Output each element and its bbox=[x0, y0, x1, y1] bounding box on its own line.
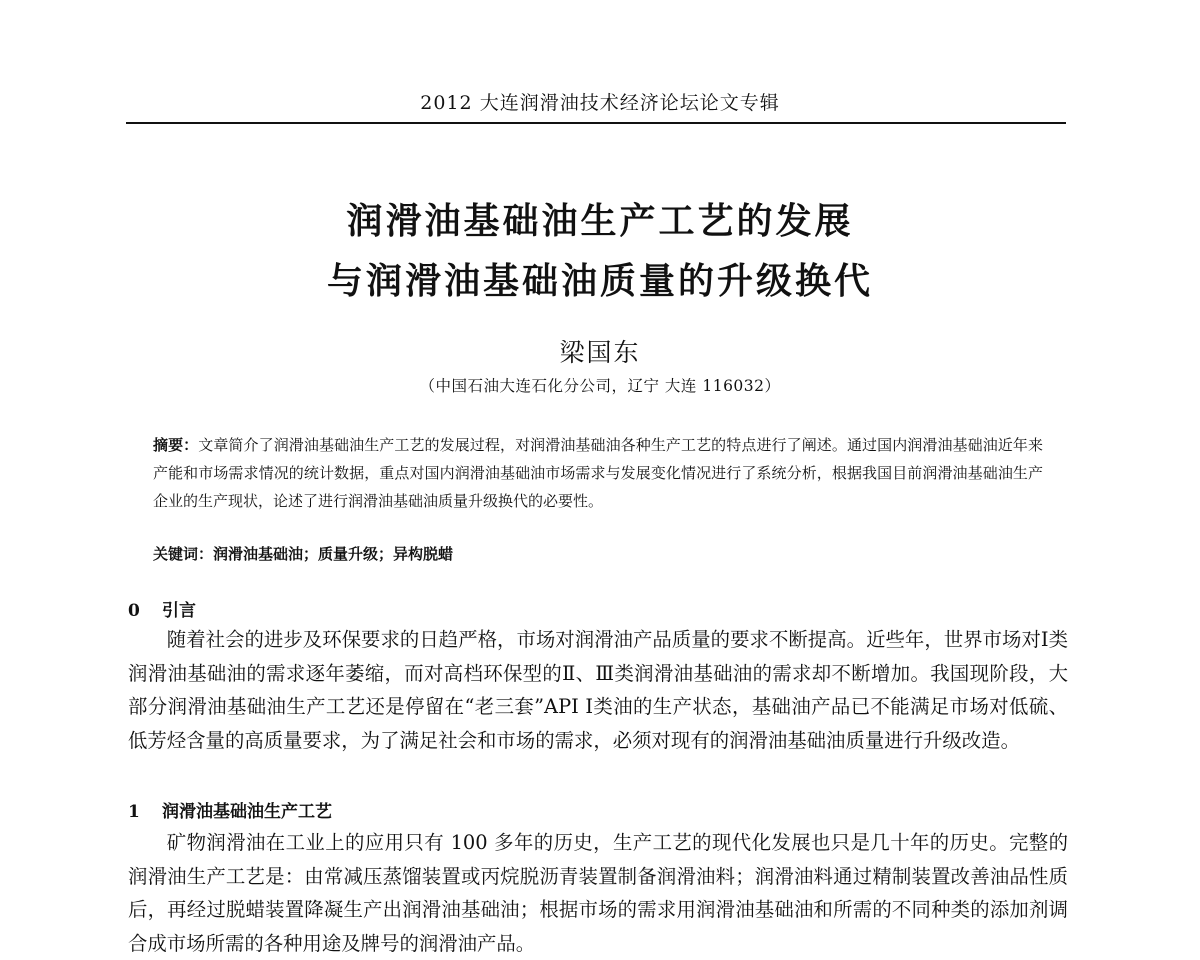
keywords-label: 关键词： bbox=[153, 545, 214, 563]
article-title-line-1: 润滑油基础油生产工艺的发展 bbox=[346, 201, 854, 242]
section-heading-introduction bbox=[128, 596, 196, 621]
section-heading-production-process bbox=[128, 797, 332, 822]
abstract-label: 摘要： bbox=[153, 436, 199, 454]
header-divider bbox=[126, 122, 1066, 124]
section-title: 润滑油基础油生产工艺 bbox=[162, 802, 332, 822]
running-header: 2012 大连润滑油技术经济论坛论文专辑 bbox=[420, 92, 780, 114]
author-affiliation: （中国石油大连石化分公司，辽宁 大连 116032） bbox=[419, 377, 781, 395]
keywords bbox=[153, 543, 1043, 564]
section-number: 1 bbox=[128, 802, 140, 822]
section-title: 引言 bbox=[162, 601, 196, 621]
section-body-introduction: 随着社会的进步及环保要求的日趋严格，市场对润滑油产品质量的要求不断提高。近些年，世界市场对Ⅰ类润滑油基础油的需求逐年萎缩，而对高档环保型的Ⅱ、Ⅲ类润滑油基础油的需求却不断增加。我国现阶段，大部分润滑油基础油生产工艺还是停留在“老三套”API Ⅰ类油的生产状态，基础油产品已不能满足市场对低硫、低芳烃含量的高质量要求，为了满足社会和市场的需求，必须对现有的润滑油基础油质量进行升级改造。 bbox=[128, 628, 1068, 752]
abstract-text: 文章简介了润滑油基础油生产工艺的发展过程，对润滑油基础油各种生产工艺的特点进行了阐述。通过国内润滑油基础油近年来产能和市场需求情况的统计数据，重点对国内润滑油基础油市场需求与发展变化情况进行了系统分析，根据我国目前润滑油基础油生产企业的生产现状，论述了进行润滑油基础油质量升级换代的必要性。 bbox=[153, 436, 1043, 510]
abstract bbox=[153, 431, 1043, 515]
article-title-line-2: 与润滑油基础油质量的升级换代 bbox=[326, 261, 873, 302]
keywords-text: 润滑油基础油；质量升级；异构脱蜡 bbox=[213, 545, 454, 563]
author-name: 梁国东 bbox=[559, 338, 641, 367]
section-body-production-process: 矿物润滑油在工业上的应用只有 100 多年的历史，生产工艺的现代化发展也只是几十年的历史。完整的润滑油生产工艺是：由常减压蒸馏装置或丙烷脱沥青装置制备润滑油料；润滑油料通过精制装置改善油品性质后，再经过脱蜡装置降凝生产出润滑油基础油；根据市场的需求用润滑油基础油和所需的不同种类的添加剂调合成市场所需的各种用途及牌号的润滑油产品。 bbox=[128, 831, 1068, 955]
section-number: 0 bbox=[128, 601, 140, 621]
